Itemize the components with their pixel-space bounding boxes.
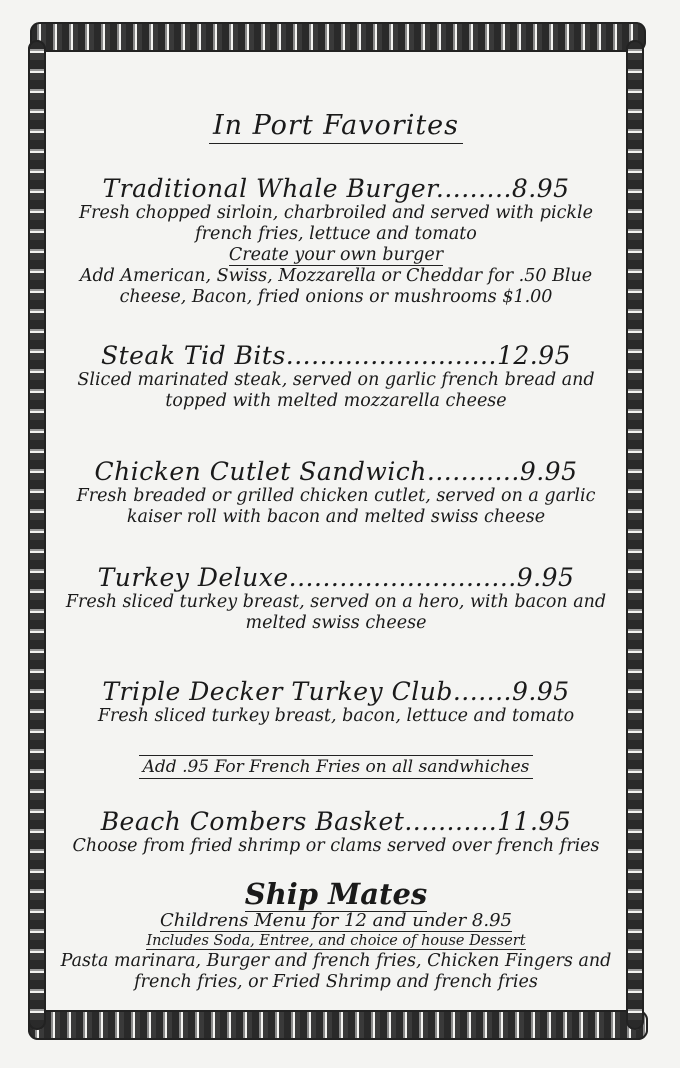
item-heading: Traditional Whale Burger.........8.95 — [102, 174, 570, 203]
ship-mates-includes: Includes Soda, Entree, and choice of house Dessert — [146, 933, 526, 949]
item-heading: Beach Combers Basket...........11.95 — [100, 807, 572, 836]
menu-item-turkey-deluxe — [54, 564, 618, 634]
page-title-text: In Port Favorites — [209, 110, 463, 144]
rope-border-left — [28, 40, 46, 1030]
item-description: Sliced marinated steak, served on garlic french bread and topped with melted mozzarella cheese — [77, 370, 595, 411]
item-description: Fresh sliced turkey breast, served on a hero, with bacon and melted swiss cheese — [65, 592, 607, 633]
item-heading: Chicken Cutlet Sandwich...........9.95 — [94, 457, 578, 486]
page-title — [54, 110, 618, 141]
item-description: Fresh chopped sirloin, charbroiled and served with pickle french fries, lettuce and tomato — [79, 203, 593, 244]
ship-mates-subtitle: Childrens Menu for 12 and under 8.95 — [160, 910, 512, 931]
ship-mates-title: Ship Mates — [244, 877, 428, 911]
item-addons: Add American, Swiss, Mozzarella or Cheddar for .50 Blue cheese, Bacon, fried onions or mushrooms $1.00 — [79, 266, 593, 307]
menu-item-beach-combers-basket — [54, 808, 618, 857]
item-subheading: Create your own burger — [228, 245, 444, 265]
item-heading: Steak Tid Bits.........................12.95 — [100, 341, 572, 370]
ship-mates-section — [54, 878, 618, 993]
item-description: Fresh sliced turkey breast, bacon, lettuce and tomato — [97, 706, 575, 726]
item-heading: Triple Decker Turkey Club.......9.95 — [102, 677, 570, 706]
ship-mates-options: Pasta marinara, Burger and french fries, Chicken Fingers and french fries, or Fried Shrimp and french fries — [60, 951, 612, 992]
item-description: Choose from fried shrimp or clams served over french fries — [72, 836, 600, 856]
item-heading: Turkey Deluxe...........................9.95 — [97, 563, 575, 592]
menu-item-turkey-club — [54, 678, 618, 727]
rope-border-bottom — [28, 1010, 648, 1040]
rope-border-top — [30, 22, 646, 52]
menu-item-whale-burger — [54, 175, 618, 308]
fries-note-text: Add .95 For French Fries on all sandwhiches — [139, 755, 534, 779]
fries-note — [54, 757, 618, 777]
item-description: Fresh breaded or grilled chicken cutlet, served on a garlic kaiser roll with bacon and melted swiss cheese — [76, 486, 596, 527]
menu-item-chicken-cutlet — [54, 458, 618, 528]
menu-content — [54, 60, 618, 1010]
menu-item-steak-tid-bits — [54, 342, 618, 412]
rope-border-right — [626, 40, 644, 1030]
